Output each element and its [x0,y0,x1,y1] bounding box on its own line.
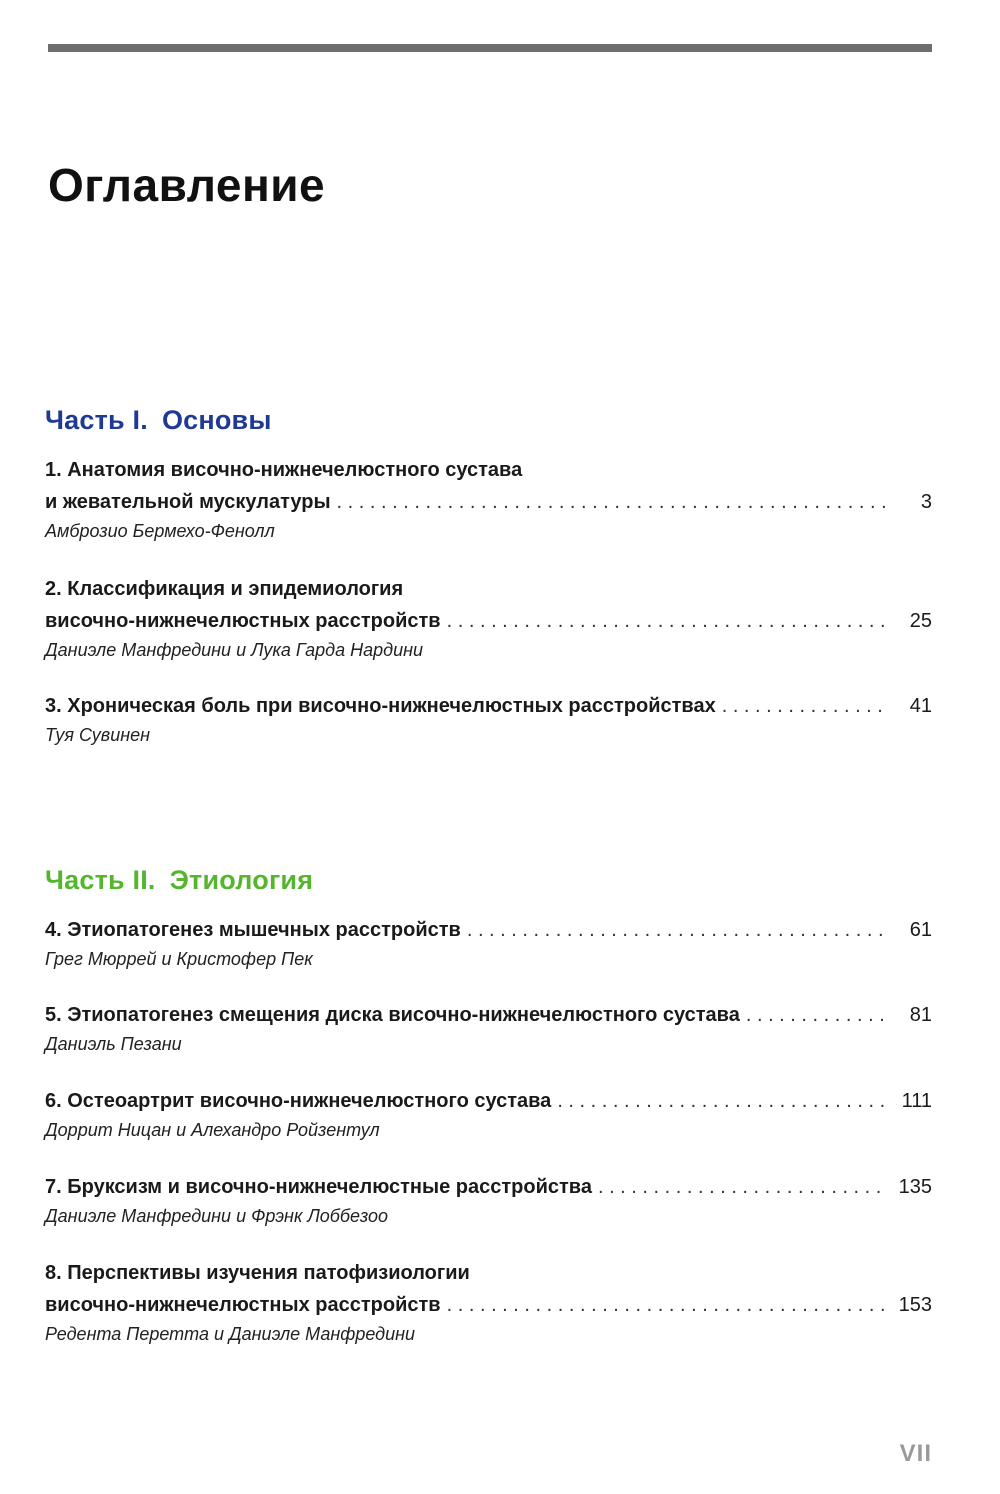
page-folio: VII [899,1440,932,1467]
part-2-label: Часть II. [45,865,156,895]
chapter-title: 7. Бруксизм и височно-нижнечелюстные расстройства [45,1176,592,1198]
chapter-title-line [45,605,932,637]
part-1-label: Часть I. [45,405,148,435]
page-number: 41 [909,695,932,717]
chapter-title-line [45,1289,932,1321]
page-number: 61 [909,919,932,941]
dot-leader [447,605,886,637]
chapter-title-line [45,454,932,486]
dot-leader [598,1171,886,1203]
chapter-title-line [45,573,932,605]
chapter-title: 1. Анатомия височно-нижнечелюстного сустава [45,459,523,481]
page-number: 135 [898,1176,932,1198]
dot-leader [557,1085,886,1117]
dot-leader [467,914,886,946]
part-2-heading [45,865,313,896]
page-title: Оглавление [48,159,326,211]
dot-leader [337,486,886,518]
chapter-title-line [45,486,932,518]
chapter-title: 2. Классификация и эпидемиология [45,578,404,600]
chapter-title-line [45,1171,932,1203]
part-1-heading [45,405,272,436]
page-number: 3 [920,491,932,513]
chapter-title-line [45,1085,932,1117]
chapter-author: Туя Сувинен [45,725,151,745]
chapter-title-line [45,690,932,722]
chapter-title: 8. Перспективы изучения патофизиологии [45,1262,470,1284]
toc-entry-8[interactable] [45,1257,932,1347]
dot-leader [722,690,886,722]
chapter-author: Даниэль Пезани [45,1034,182,1054]
toc-entry-2[interactable] [45,573,932,663]
chapter-author: Доррит Ницан и Алехандро Ройзентул [45,1120,380,1140]
chapter-author: Даниэле Манфредини и Фрэнк Лоббезоо [45,1206,389,1226]
dot-leader [447,1289,886,1321]
page-number: 25 [909,610,932,632]
toc-entry-3[interactable] [45,690,932,748]
page-number: 153 [898,1294,932,1316]
toc-entry-7[interactable] [45,1171,932,1229]
chapter-author: Амброзио Бермехо-Фенолл [45,521,275,541]
toc-entry-1[interactable] [45,454,932,544]
chapter-title: и жевательной мускулатуры [45,491,331,513]
page-number: 111 [901,1090,932,1112]
chapter-title-line [45,999,932,1031]
chapter-title: 3. Хроническая боль при височно-нижнечелюстных расстройствах [45,695,716,717]
chapter-author: Редента Перетта и Даниэле Манфредини [45,1324,416,1344]
chapter-author: Грег Мюррей и Кристофер Пек [45,949,313,969]
toc-entry-4[interactable] [45,914,932,972]
dot-leader [746,999,886,1031]
chapter-title: 4. Этиопатогенез мышечных расстройств [45,919,461,941]
part-2-title: Этиология [169,865,314,895]
toc-entry-6[interactable] [45,1085,932,1143]
chapter-title: 5. Этиопатогенез смещения диска височно-нижнечелюстного сустава [45,1004,740,1026]
top-rule [48,44,932,52]
part-1-title: Основы [161,405,272,435]
chapter-title: височно-нижнечелюстных расстройств [45,610,441,632]
page-number: 81 [909,1004,932,1026]
chapter-title-line [45,1257,932,1289]
chapter-title: 6. Остеоартрит височно-нижнечелюстного сустава [45,1090,552,1112]
chapter-title: височно-нижнечелюстных расстройств [45,1294,441,1316]
chapter-title-line [45,914,932,946]
chapter-author: Даниэле Манфредини и Лука Гарда Нардини [45,640,423,660]
toc-entry-5[interactable] [45,999,932,1057]
